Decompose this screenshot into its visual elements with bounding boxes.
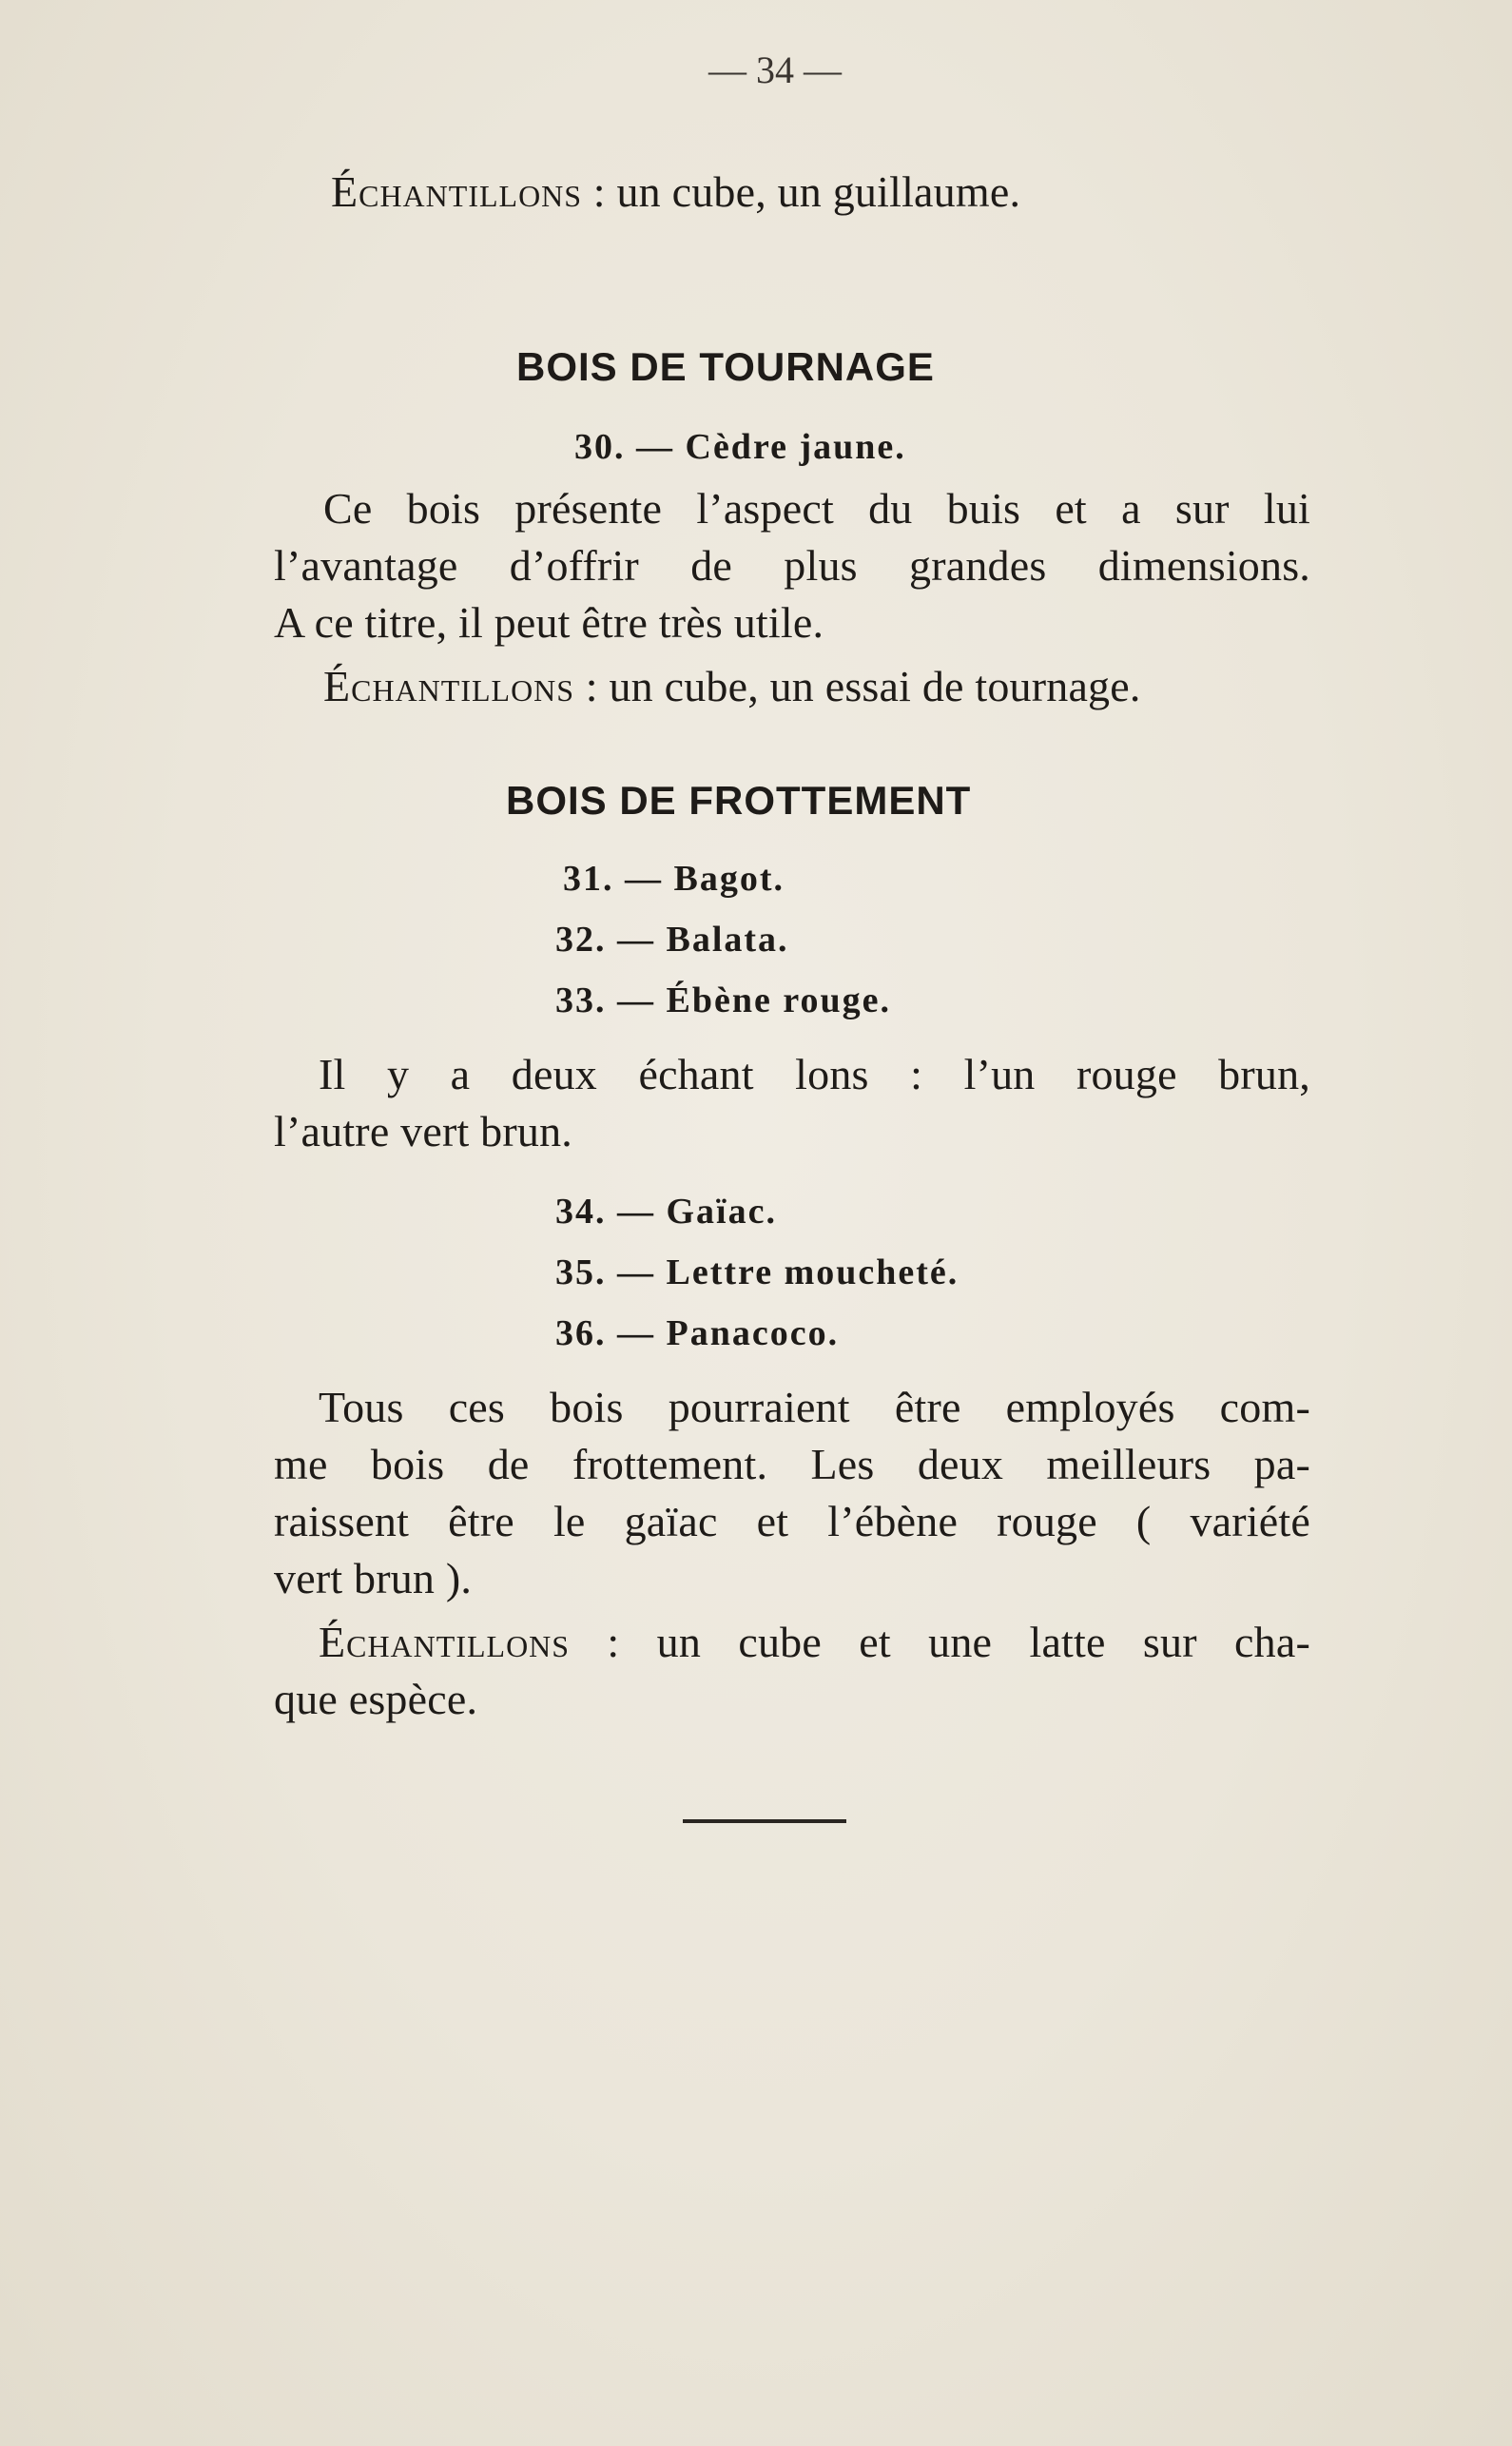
entry-32: 32. — Balata. <box>555 920 789 960</box>
samples-label: Échantillons <box>319 1618 571 1666</box>
intro-samples-line <box>331 166 1020 217</box>
section-heading-frottement: BOIS DE FROTTEMENT <box>506 778 972 823</box>
end-rule <box>683 1819 846 1823</box>
entry-33: 33. — Ébène rouge. <box>555 980 892 1020</box>
page-number: — 34 — <box>708 49 842 91</box>
section-heading-tournage: BOIS DE TOURNAGE <box>516 344 935 389</box>
paragraph-line: Tous ces bois pourraient être employés com- <box>319 1383 1310 1431</box>
samples-text: : un cube, un guillaume. <box>582 167 1021 216</box>
samples-text: : un cube et une latte sur cha- <box>570 1618 1310 1666</box>
samples-label: Échantillons <box>323 662 575 710</box>
frottement-samples-line <box>319 1617 1310 1667</box>
entry-35: 35. — Lettre moucheté. <box>555 1252 960 1292</box>
paragraph-line: raissent être le gaïac et l’ébène rouge ( variété <box>274 1497 1310 1545</box>
tournage-samples-line <box>323 661 1141 711</box>
paragraph-line: A ce titre, il peut être très utile. <box>274 598 824 647</box>
paragraph-line: Il y a deux échant lons : l’un rouge brun, <box>319 1050 1310 1098</box>
paragraph-line: Ce bois présente l’aspect du buis et a sur lui <box>323 484 1310 533</box>
paragraph-line: l’avantage d’offrir de plus grandes dimensions. <box>274 541 1310 590</box>
entry-31: 31. — Bagot. <box>563 859 785 899</box>
paragraph-line: l’autre vert brun. <box>274 1107 572 1155</box>
entry-36: 36. — Panacoco. <box>555 1313 840 1353</box>
samples-text: : un cube, un essai de tournage. <box>574 662 1141 710</box>
paragraph-line: me bois de frottement. Les deux meilleurs pa- <box>274 1440 1310 1488</box>
samples-label: Échantillons <box>331 167 583 216</box>
paragraph-line: vert brun ). <box>274 1554 473 1602</box>
paragraph-line: que espèce. <box>274 1675 478 1723</box>
entry-30: 30. — Cèdre jaune. <box>574 427 906 467</box>
entry-34: 34. — Gaïac. <box>555 1192 777 1232</box>
